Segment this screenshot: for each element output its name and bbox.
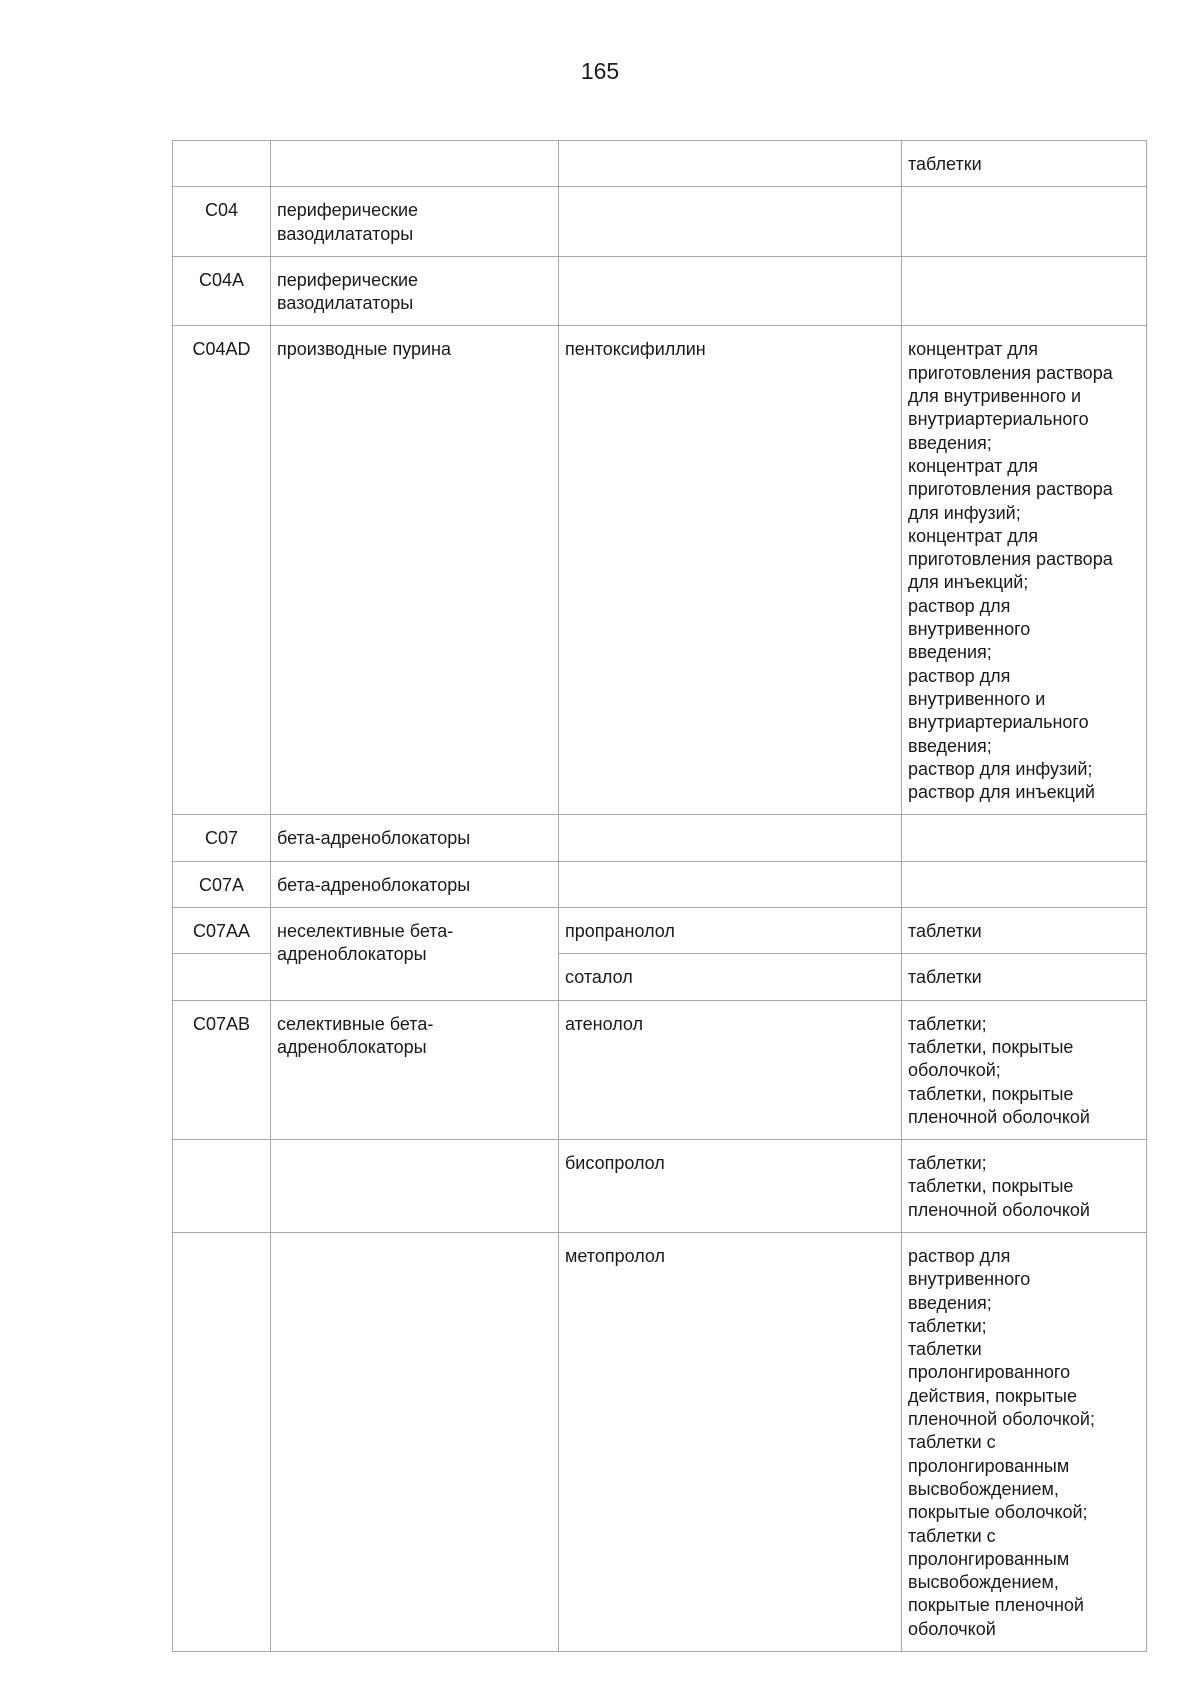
- form-line: высвобождением,: [908, 1478, 1059, 1499]
- form-line: покрытые оболочкой;: [908, 1502, 1088, 1523]
- group-line: бета-адреноблокаторы: [277, 874, 471, 895]
- page-number: 165: [580, 58, 620, 84]
- group-cell: [271, 187, 559, 257]
- drug-cell: соталол: [559, 954, 902, 1000]
- group-line: производные пурина: [277, 339, 452, 360]
- forms-cell: [902, 326, 1147, 815]
- drug-cell: пропранолол: [559, 908, 902, 954]
- table-row: [173, 326, 1147, 815]
- form-line: концентрат для: [908, 339, 1038, 360]
- atc-code-cell: C07AB: [173, 1000, 271, 1139]
- form-line: раствор для: [908, 1245, 1011, 1266]
- forms-cell: [902, 187, 1147, 257]
- drug-cell: [559, 187, 902, 257]
- atc-code-cell: [173, 1232, 271, 1651]
- table-row: [173, 141, 1147, 187]
- form-line: внутриартериального: [908, 409, 1089, 430]
- form-line: действия, покрытые: [908, 1385, 1077, 1406]
- atc-code-cell: C04AD: [173, 326, 271, 815]
- form-line: введения;: [908, 642, 992, 663]
- form-line: таблетки: [908, 921, 982, 942]
- form-line: таблетки, покрытые: [908, 1036, 1074, 1057]
- group-line: периферические: [277, 200, 419, 221]
- drug-cell: бисопролол: [559, 1140, 902, 1233]
- form-line: внутривенного: [908, 619, 1031, 640]
- form-line: внутривенного: [908, 1269, 1031, 1290]
- drug-cell: [559, 256, 902, 326]
- drug-cell: [559, 141, 902, 187]
- group-line: бета-адреноблокаторы: [277, 828, 471, 849]
- atc-code-cell: C04: [173, 187, 271, 257]
- form-line: покрытые пленочной: [908, 1595, 1084, 1616]
- group-line: адреноблокаторы: [277, 1036, 427, 1057]
- form-line: таблетки;: [908, 1315, 987, 1336]
- atc-code-cell: [173, 1140, 271, 1233]
- forms-cell: [902, 861, 1147, 907]
- form-line: пленочной оболочкой: [908, 1106, 1090, 1127]
- table-row: [173, 815, 1147, 861]
- group-cell: [271, 815, 559, 861]
- form-line: раствор для: [908, 665, 1011, 686]
- form-line: пролонгированным: [908, 1455, 1070, 1476]
- group-line: вазодилататоры: [277, 223, 414, 244]
- group-cell: [271, 1000, 559, 1139]
- table-row: [173, 1000, 1147, 1139]
- drug-cell: пентоксифиллин: [559, 326, 902, 815]
- form-line: концентрат для: [908, 525, 1038, 546]
- forms-cell: [902, 1232, 1147, 1651]
- drug-table: [172, 140, 1147, 1652]
- form-line: таблетки, покрытые: [908, 1083, 1074, 1104]
- group-cell: [271, 141, 559, 187]
- form-line: приготовления раствора: [908, 479, 1113, 500]
- form-line: раствор для инъекций: [908, 782, 1095, 803]
- group-cell: [271, 1232, 559, 1651]
- form-line: таблетки: [908, 154, 982, 174]
- group-line: селективные бета-: [277, 1013, 434, 1034]
- form-line: концентрат для: [908, 455, 1038, 476]
- forms-cell: [902, 1140, 1147, 1233]
- form-line: таблетки с: [908, 1525, 996, 1546]
- group-cell: [271, 1140, 559, 1233]
- drug-cell: [559, 861, 902, 907]
- forms-cell: [902, 1000, 1147, 1139]
- form-line: для внутривенного и: [908, 386, 1082, 407]
- form-line: для инфузий;: [908, 502, 1021, 523]
- table-row: [173, 861, 1147, 907]
- form-line: пролонгированного: [908, 1362, 1071, 1383]
- drug-cell: метопролол: [559, 1232, 902, 1651]
- forms-cell: [902, 141, 1147, 187]
- forms-cell: [902, 815, 1147, 861]
- drug-cell: атенолол: [559, 1000, 902, 1139]
- form-line: приготовления раствора: [908, 549, 1113, 570]
- form-line: пленочной оболочкой;: [908, 1409, 1095, 1430]
- form-line: оболочкой: [908, 1618, 996, 1639]
- form-line: таблетки;: [908, 1153, 987, 1174]
- table-row: [173, 256, 1147, 326]
- group-cell: [271, 326, 559, 815]
- form-line: внутривенного и: [908, 688, 1046, 709]
- form-line: введения;: [908, 1292, 992, 1313]
- table-row: [173, 187, 1147, 257]
- table-row: [173, 908, 1147, 954]
- group-line: адреноблокаторы: [277, 944, 427, 965]
- forms-cell: [902, 256, 1147, 326]
- group-line: вазодилататоры: [277, 293, 414, 314]
- form-line: высвобождением,: [908, 1572, 1059, 1593]
- form-line: внутриартериального: [908, 712, 1089, 733]
- atc-code-cell: [173, 141, 271, 187]
- group-cell: [271, 908, 559, 1001]
- form-line: таблетки: [908, 967, 982, 988]
- forms-cell: [902, 908, 1147, 954]
- form-line: пролонгированным: [908, 1548, 1070, 1569]
- form-line: оболочкой;: [908, 1060, 1001, 1081]
- group-line: периферические: [277, 269, 419, 290]
- form-line: для инъекций;: [908, 572, 1029, 593]
- atc-code-cell: C07A: [173, 861, 271, 907]
- form-line: приготовления раствора: [908, 362, 1113, 383]
- drug-cell: [559, 815, 902, 861]
- form-line: введения;: [908, 432, 992, 453]
- forms-cell: [902, 954, 1147, 1000]
- group-cell: [271, 861, 559, 907]
- group-cell: [271, 256, 559, 326]
- form-line: раствор для: [908, 595, 1011, 616]
- form-line: таблетки с: [908, 1432, 996, 1453]
- group-line: неселективные бета-: [277, 921, 454, 942]
- form-line: таблетки: [908, 1339, 982, 1360]
- form-line: таблетки;: [908, 1013, 987, 1034]
- atc-code-cell: C07AA: [173, 908, 271, 954]
- form-line: введения;: [908, 735, 992, 756]
- form-line: пленочной оболочкой: [908, 1199, 1090, 1220]
- atc-code-cell: [173, 954, 271, 1000]
- atc-code-cell: C07: [173, 815, 271, 861]
- atc-code-cell: C04A: [173, 256, 271, 326]
- form-line: раствор для инфузий;: [908, 758, 1093, 779]
- table-row: [173, 1140, 1147, 1233]
- table-row: [173, 1232, 1147, 1651]
- form-line: таблетки, покрытые: [908, 1176, 1074, 1197]
